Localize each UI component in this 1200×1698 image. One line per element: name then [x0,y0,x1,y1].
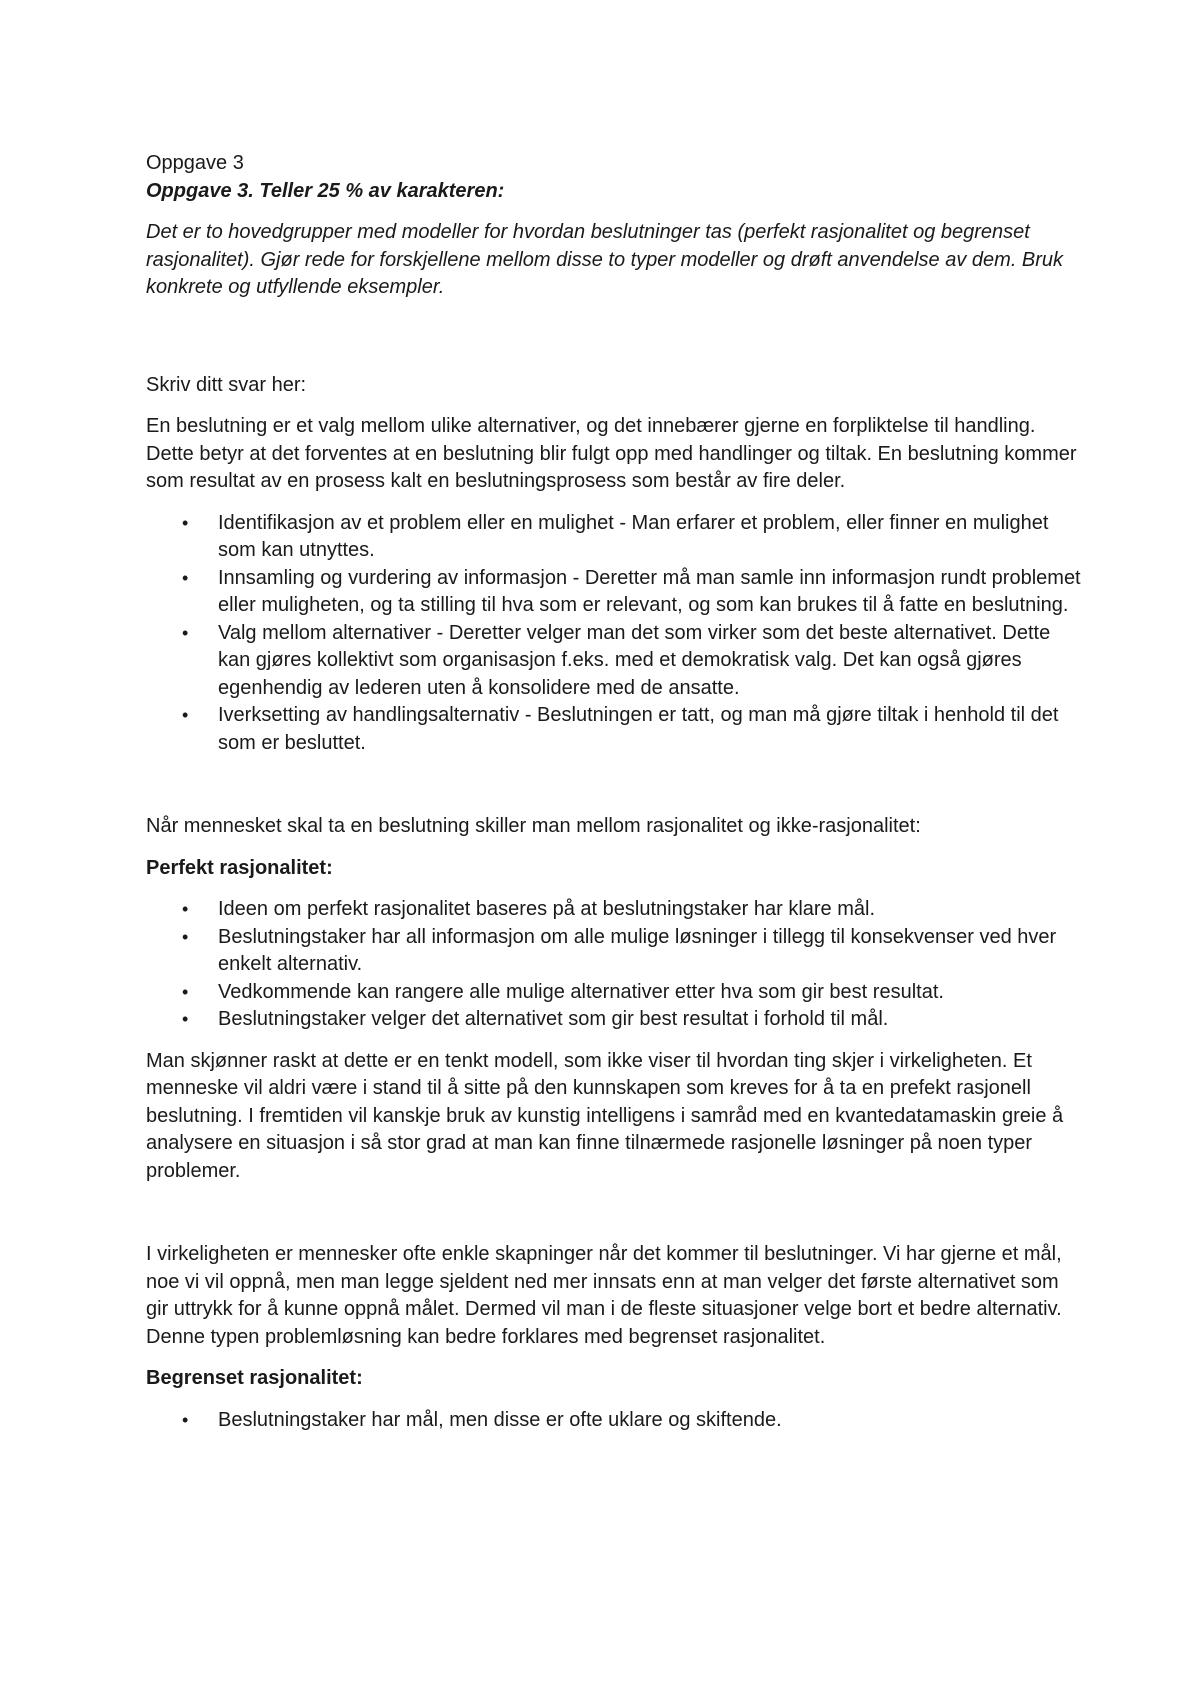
bullet-icon: • [182,899,189,919]
bullet-icon: • [182,1409,189,1430]
bounded-rationality-heading: Begrenset rasjonalitet: [146,1367,363,1389]
spacer [146,302,1086,372]
task-heading: Oppgave 3. Teller 25 % av karakteren: [146,179,505,202]
answer-prompt: Skriv ditt svar her: [146,373,307,396]
spacer [146,1034,1086,1048]
list-item: • Iverksetting av handlingsalternativ - Beslutningen er tatt, og man må gjøre tiltak i henhold til det som er besluttet. [182,704,1059,754]
perfect-rationality-discussion: Man skjønner raskt at dette er en tenkt modell, som ikke viser til hvordan ting skjer i virkeligheten. Et menneske vil aldri være i stand til å sitte på den kunnskapen som kreves for å ta en prefekt rasjonell beslutning. I fremtiden vil kanskje bruk av kunstig intelligens i samråd med en kvantedatamaskin greie å analysere en situasjon i så stor grad at man kan finne tilnærmede rasjonelle løsninger på noen typer problemer. [146,1049,1064,1182]
bullet-icon: • [182,926,189,947]
rationality-intro: Når mennesket skal ta en beslutning skiller man mellom rasjonalitet og ikke-rasjonalitet: [146,815,921,837]
process-steps-list [146,510,1086,758]
document-heading: Oppgave 3 [146,152,244,174]
spacer [146,1185,1086,1241]
list-item: • Identifikasjon av et problem eller en mulighet - Man erfarer et problem, eller finner en mulighet som kan utnyttes. [182,511,1049,561]
bullet-icon: • [182,981,189,1002]
list-item: • Beslutningstaker velger det alternativet som gir best resultat i forhold til mål. [146,1006,1086,1034]
bullet-icon: • [182,1009,189,1029]
perfect-rationality-list [146,896,1086,1034]
bullet-icon: • [182,622,189,643]
list-item: • Beslutningstaker har all informasjon om alle mulige løsninger i tillegg til konsekvenser ved hver enkelt alternativ. [182,925,1057,975]
task-description: Det er to hovedgrupper med modeller for hvordan beslutninger tas (perfekt rasjonalitet og begrenset rasjonalitet). Gjør rede for forskjellene mellom disse to typer modeller og drøft anvendelse av dem. Bruk konkrete og utfyllende eksempler. [146,221,1064,298]
list-item: • Vedkommende kan rangere alle mulige alternativer etter hva som gir best resultat. [146,979,1086,1007]
intro-paragraph: En beslutning er et valg mellom ulike alternativer, og det innebærer gjerne en forpliktelse til handling. Dette betyr at det forventes at en beslutning blir fulgt opp med handlinger og tiltak. En beslutning kommer som resultat av en prosess kalt en beslutningsprosess som består av fire deler. [146,415,1077,492]
document-page [146,150,1086,1434]
bullet-icon: • [182,512,189,533]
spacer [146,757,1086,813]
bullet-icon: • [182,705,189,725]
list-item: • Valg mellom alternativer - Deretter velger man det som virker som det beste alternativet. Dette kan gjøres kollektivt som organisasjon f.eks. med et demokratisk valg. Det kan også gjøres egenhendig av lederen uten å konsolidere med de ansatte. [182,621,1051,699]
list-item: • Beslutningstaker har mål, men disse er ofte uklare og skiftende. [146,1407,1086,1435]
list-item: • Innsamling og vurdering av informasjon - Deretter må man samle inn informasjon rundt problemet eller muligheten, og ta stilling til hva som er relevant, og som kan brukes til å fatte en beslutning. [182,566,1081,616]
list-item: • Ideen om perfekt rasjonalitet baseres på at beslutningstaker har klare mål. [146,896,1086,924]
bullet-icon: • [182,567,189,588]
reality-paragraph: I virkeligheten er mennesker ofte enkle skapninger når det kommer til beslutninger. Vi har gjerne et mål, noe vi vil oppnå, men man legge sjeldent ned mer innsats enn at man velger det første alternativet som gir uttrykk for å kunne oppnå målet. Dermed vil man i de fleste situasjoner velge bort et bedre alternativ. Denne typen problemløsning kan bedre forklares med begrenset rasjonalitet. [146,1243,1062,1348]
perfect-rationality-heading: Perfekt rasjonalitet: [146,856,333,879]
bounded-rationality-list [146,1407,1086,1435]
